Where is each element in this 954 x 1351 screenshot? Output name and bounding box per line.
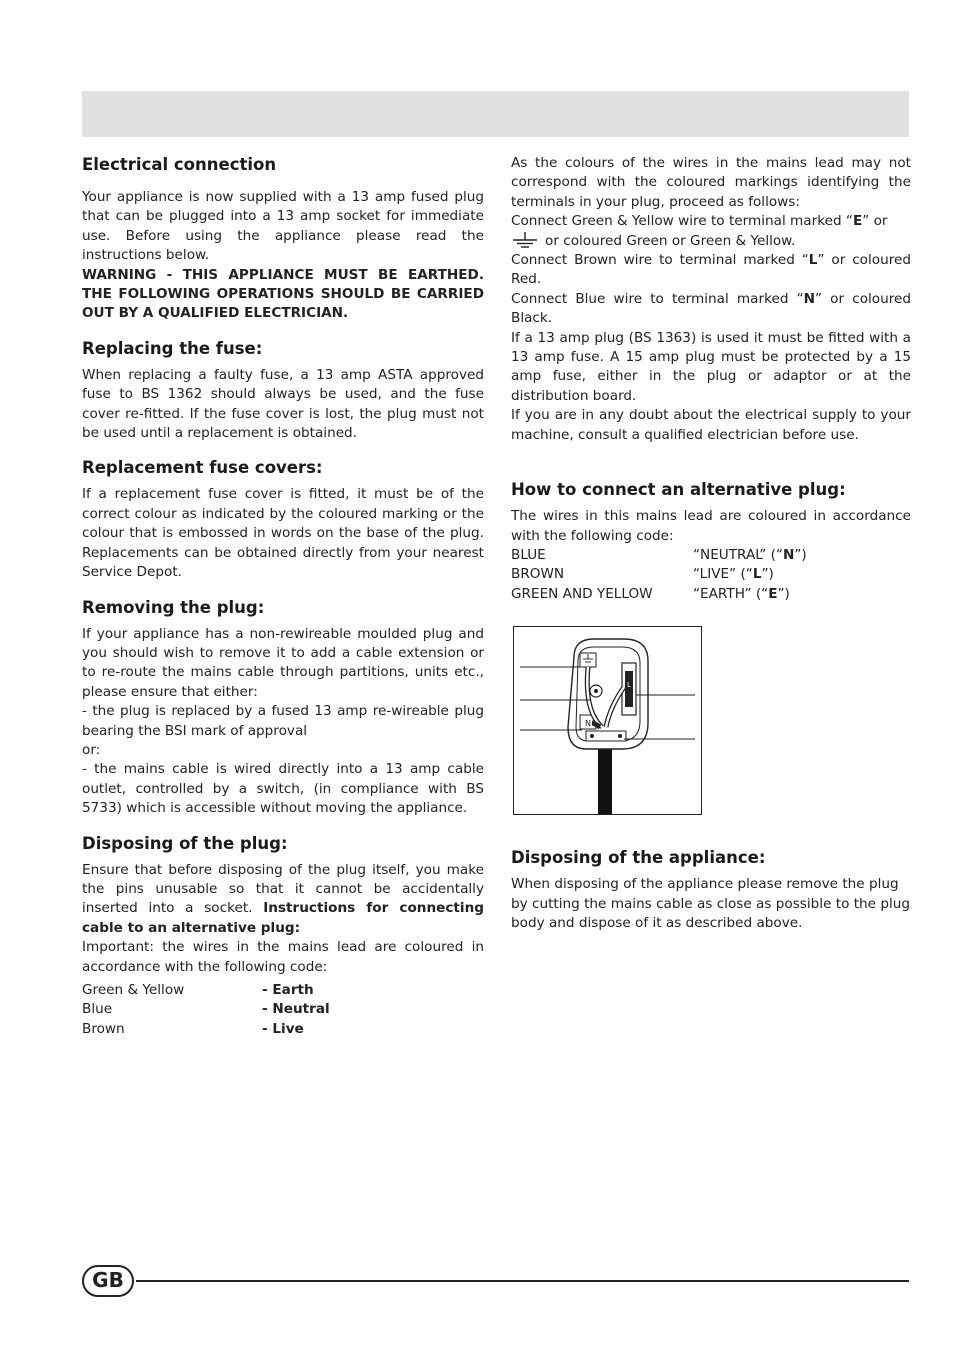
section-alternative-plug <box>511 479 911 815</box>
table-row <box>511 546 911 565</box>
section-replacement-fuse-covers <box>82 457 484 582</box>
electrical-body: Your appliance is now supplied with a 13 amp fused plug that can be plugged into a 13 amp socket for immediate use. Before using the appliance please read the instructions below. <box>82 189 484 264</box>
green-terminal-letter: E <box>852 213 863 230</box>
brown-terminal-letter: L <box>808 252 818 269</box>
removing-p1: If your appliance has a non-rewireable moulded plug and you should wish to remove it to add a cable extension or to re-route the mains cable through partitions, units etc., please ensure that either: <box>82 625 484 700</box>
terminal-post: ”) <box>794 546 807 563</box>
green-text-a: Connect Green & Yellow wire to terminal marked “ <box>511 213 853 230</box>
blue-line <box>511 290 911 329</box>
disposing-plug-text: Ensure that before disposing of the plug itself, you make the pins unusable so that it cannot be accidentally inserted into a socket. <box>82 861 484 917</box>
wire-meaning: - Earth <box>262 982 314 998</box>
doubt-text: If you are in any doubt about the electrical supply to your machine, consult a qualified electrician before use. <box>511 407 911 443</box>
green-text-c: or coloured Green or Green & Yellow. <box>545 232 796 249</box>
removing-p2: - the plug is replaced by a fused 13 amp re-wireable plug bearing the BSI mark of approval <box>82 703 484 739</box>
wire-terminal <box>693 546 911 565</box>
disposing-appliance-body: When disposing of the appliance please remove the plug by cutting the mains cable as close as possible to the plug body and dispose of it as described above. <box>511 876 911 931</box>
covers-body: If a replacement fuse cover is fitted, it must be of the correct colour as indicated by the coloured marking or the colour that is embossed in words on the base of the plug. Replacements can be obtained directly from your nearest Service Depot. <box>82 486 484 581</box>
table-row <box>511 585 911 604</box>
wire-colour: GREEN AND YELLOW <box>511 585 653 602</box>
blue-text-b: ” or coloured Black. <box>511 290 912 327</box>
wire-colour: BLUE <box>511 546 546 563</box>
disposing-plug-body <box>82 861 484 939</box>
fuse-body: When replacing a faulty fuse, a 13 amp ASTA approved fuse to BS 1362 should always be used, and the fuse cover re-fitted. If the fuse cover is lost, the plug must not be used until a replacement is obtained. <box>82 366 484 442</box>
heading-replacement-fuse-covers: Replacement fuse covers: <box>82 458 323 478</box>
wire-colour: Blue <box>82 1001 113 1018</box>
country-badge: GB <box>82 1265 134 1297</box>
table-row <box>82 1000 484 1019</box>
heading-alternative-plug: How to connect an alternative plug: <box>511 480 846 500</box>
wire-colour: BROWN <box>511 566 565 583</box>
wire-code-table <box>82 981 484 1039</box>
plug-wiring-diagram <box>513 626 702 815</box>
removing-p4: - the mains cable is wired directly into a 13 amp cable outlet, controlled by a switch, (in compliance with BS 5733) which is accessible without moving the appliance. <box>82 761 484 817</box>
heading-replacing-fuse: Replacing the fuse: <box>82 338 263 358</box>
terminal-letter: N <box>782 546 795 563</box>
section-electrical-connection <box>82 154 484 324</box>
wire-meaning: - Neutral <box>262 1001 330 1018</box>
brown-line <box>511 251 911 290</box>
disposing-plug-bold: Instructions for connecting cable to an alternative plug: <box>82 900 484 936</box>
heading-disposing-plug: Disposing of the plug: <box>82 833 288 853</box>
blue-terminal-letter: N <box>803 290 816 307</box>
table-row <box>82 981 484 1000</box>
green-text-b: ” or <box>862 213 888 230</box>
wire-terminal <box>693 585 911 604</box>
svg-text:N: N <box>585 719 591 729</box>
terminal-letter: L <box>752 566 762 583</box>
heading-electrical-connection: Electrical connection <box>82 155 277 174</box>
svg-text:L: L <box>627 681 631 690</box>
heading-removing-plug: Removing the plug: <box>82 597 265 617</box>
section-wire-instructions <box>511 154 911 445</box>
left-column <box>82 154 484 1053</box>
brown-text-a: Connect Brown wire to terminal marked “ <box>511 252 809 269</box>
brown-text-b: ” or coloured Red. <box>511 252 911 288</box>
header-bar <box>82 91 909 137</box>
plug-diagram-icon <box>514 627 701 814</box>
section-replacing-fuse <box>82 338 484 444</box>
wire-meaning: - Live <box>262 1020 304 1037</box>
disposing-plug-important: Important: the wires in the mains lead are coloured in accordance with the following code: <box>82 939 484 975</box>
table-row <box>511 565 911 584</box>
warning-text: WARNING - THIS APPLIANCE MUST BE EARTHED. THE FOLLOWING OPERATIONS SHOULD BE CARRIED OUT BY A QUALIFIED ELECTRICIAN. <box>82 266 484 322</box>
intro-p1: As the colours of the wires in the mains lead may not correspond with the coloured markings identifying the terminals in your plug, proceed as follows: <box>511 155 911 210</box>
green-yellow-line-2 <box>511 232 911 251</box>
terminal-pre: “NEUTRAL” (“ <box>693 546 783 563</box>
terminal-post: ”) <box>777 585 790 602</box>
terminal-post: ”) <box>761 566 774 583</box>
wire-colour: Green & Yellow <box>82 982 185 998</box>
footer-rule <box>136 1280 909 1282</box>
table-row <box>82 1020 484 1039</box>
alt-wire-code-table <box>511 546 911 604</box>
terminal-letter: E <box>768 585 778 602</box>
earth-symbol-icon <box>511 232 539 248</box>
blue-text-a: Connect Blue wire to terminal marked “ <box>511 290 804 307</box>
terminal-pre: “LIVE” (“ <box>693 566 753 583</box>
fuse-rating-text: If a 13 amp plug (BS 1363) is used it must be fitted with a 13 amp fuse. A 15 amp plug must be protected by a 15 amp fuse, either in the plug or adaptor or at the distribution board. <box>511 329 911 404</box>
green-yellow-line <box>511 212 911 231</box>
alt-plug-body: The wires in this mains lead are coloured in accordance with the following code: <box>511 508 911 544</box>
section-disposing-appliance <box>511 847 911 933</box>
removing-p3: or: <box>82 741 101 758</box>
section-disposing-plug <box>82 833 484 1040</box>
heading-disposing-appliance: Disposing of the appliance: <box>511 848 766 868</box>
wire-colour: Brown <box>82 1020 125 1037</box>
section-removing-plug <box>82 597 484 819</box>
right-column <box>511 154 911 933</box>
wire-terminal <box>693 565 911 584</box>
terminal-pre: “EARTH” (“ <box>693 585 769 602</box>
